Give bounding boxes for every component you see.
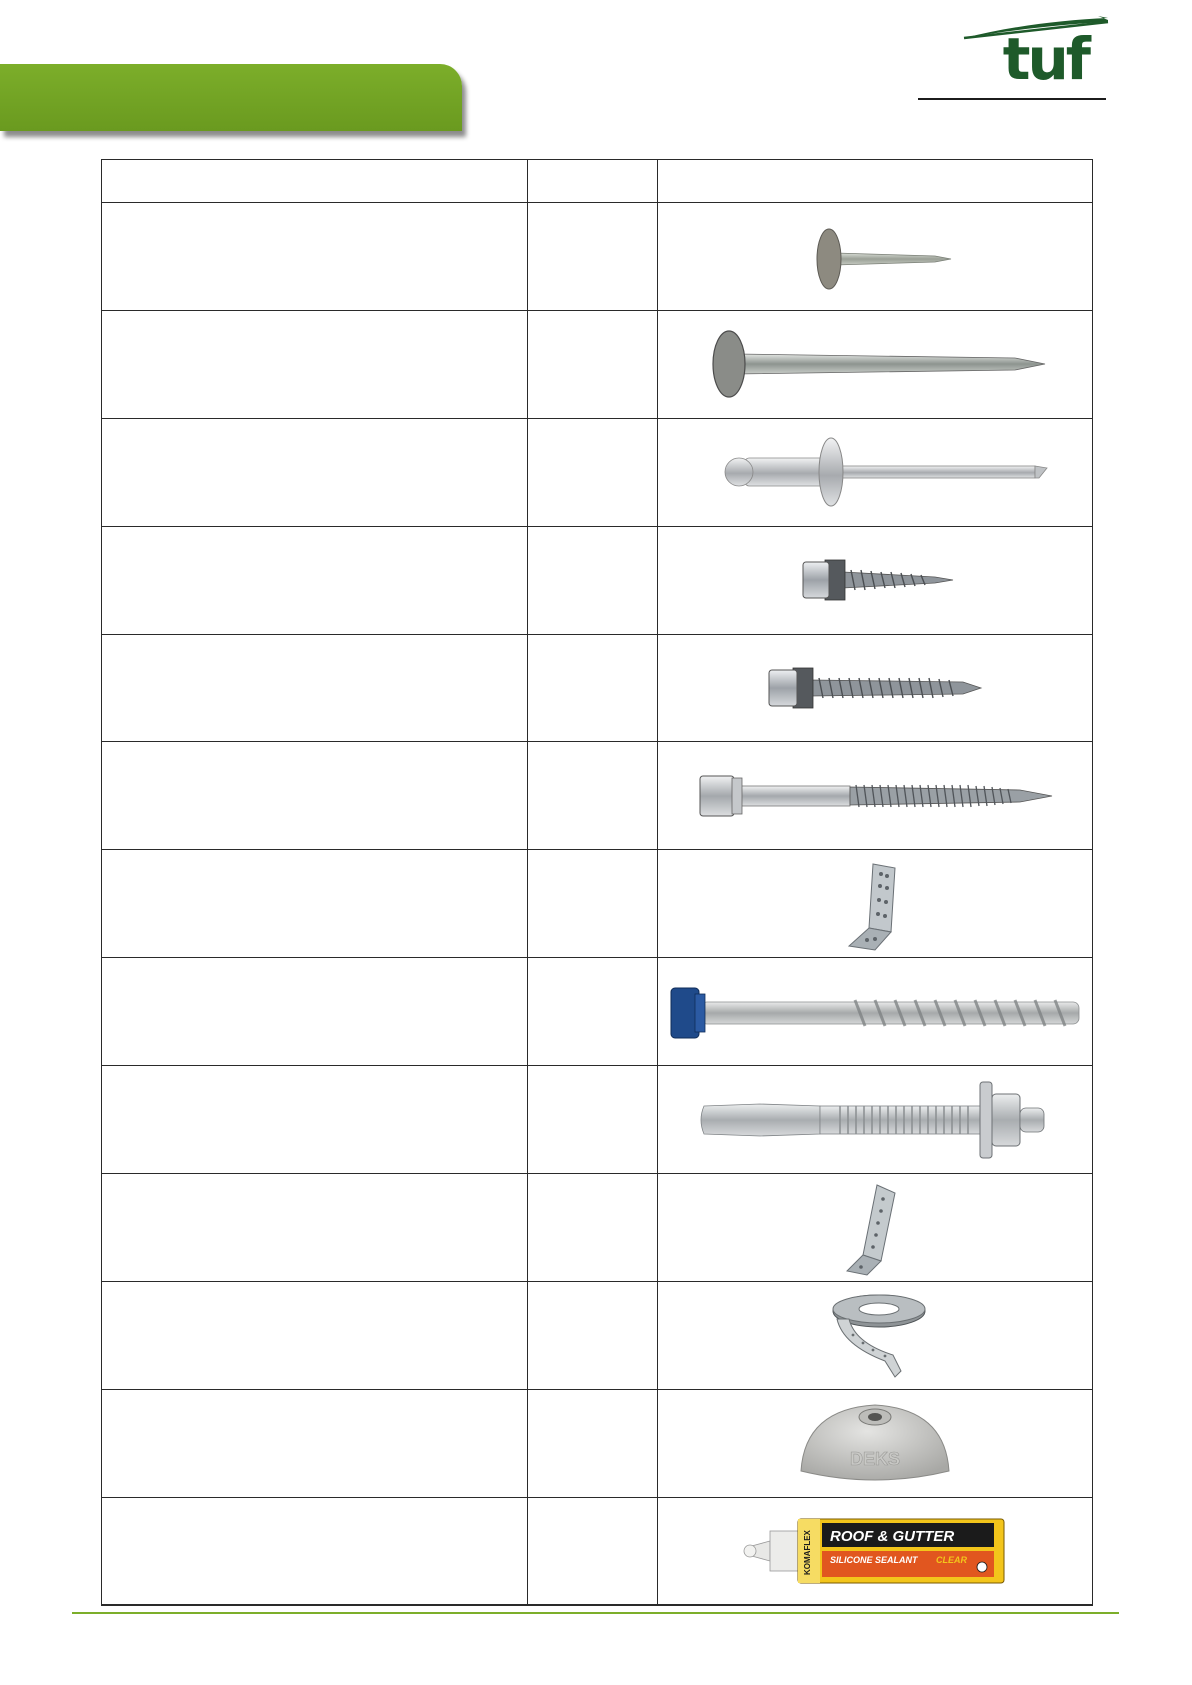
- perforated-band-icon: [815, 1285, 935, 1385]
- quantity-cell: [528, 1281, 658, 1389]
- footer-rule: [72, 1612, 1119, 1614]
- image-cell: [658, 418, 1093, 526]
- description-cell: [102, 1173, 528, 1281]
- round-head-nail-icon: [695, 316, 1055, 412]
- description-cell: [102, 850, 528, 958]
- table-row: [102, 958, 1093, 1066]
- description-cell: [102, 203, 528, 311]
- quantity-cell: [528, 310, 658, 418]
- table-row: [102, 634, 1093, 742]
- image-cell: [658, 526, 1093, 634]
- product-table: [101, 159, 1093, 1606]
- header-cell-quantity: [528, 160, 658, 203]
- dome-washer-icon: [795, 1393, 955, 1493]
- flat-head-nail-icon: [785, 209, 965, 305]
- self-drilling-screw-icon: [755, 640, 995, 736]
- table-row: [102, 1066, 1093, 1174]
- quantity-cell: [528, 418, 658, 526]
- description-cell: [102, 1281, 528, 1389]
- image-cell: [658, 1389, 1093, 1497]
- image-cell: [658, 742, 1093, 850]
- description-cell: [102, 1066, 528, 1174]
- table-row: [102, 526, 1093, 634]
- dome-washer-embossing: DEKS: [849, 1449, 901, 1470]
- table-row: [102, 418, 1093, 526]
- description-cell: [102, 1389, 528, 1497]
- quantity-cell: [528, 1389, 658, 1497]
- sealant-clear-label: CLEAR: [936, 1554, 967, 1565]
- image-cell: [658, 1497, 1093, 1605]
- header-cell-image: [658, 160, 1093, 203]
- description-cell: [102, 742, 528, 850]
- description-cell: [102, 1497, 528, 1605]
- quantity-cell: [528, 958, 658, 1066]
- description-cell: [102, 526, 528, 634]
- description-cell: [102, 310, 528, 418]
- table-row: [102, 310, 1093, 418]
- description-cell: [102, 958, 528, 1066]
- logo-wordmark: tuf: [1002, 25, 1088, 93]
- short-hex-screw-icon: [785, 532, 965, 628]
- image-cell: [658, 850, 1093, 958]
- angle-bracket-icon: [815, 854, 935, 954]
- quantity-cell: [528, 1173, 658, 1281]
- tuf-logo: [962, 16, 1112, 104]
- concrete-screw-bolt-icon: [665, 964, 1085, 1060]
- quantity-cell: [528, 1066, 658, 1174]
- image-cell: [658, 958, 1093, 1066]
- table-row: [102, 742, 1093, 850]
- quantity-cell: [528, 203, 658, 311]
- logo-underline: [918, 98, 1106, 100]
- description-cell: [102, 418, 528, 526]
- quantity-cell: [528, 742, 658, 850]
- image-cell: [658, 634, 1093, 742]
- table-row: [102, 1389, 1093, 1497]
- tall-angle-bracket-icon: [815, 1177, 935, 1277]
- image-cell: [658, 1173, 1093, 1281]
- description-cell: [102, 634, 528, 742]
- sealant-subtitle-label: SILICONE SEALANT: [830, 1554, 918, 1565]
- table-row: [102, 1173, 1093, 1281]
- header-cell-description: [102, 160, 528, 203]
- image-cell: [658, 203, 1093, 311]
- quantity-cell: [528, 634, 658, 742]
- quantity-cell: [528, 526, 658, 634]
- quantity-cell: [528, 850, 658, 958]
- image-cell: [658, 310, 1093, 418]
- quantity-cell: [528, 1497, 658, 1605]
- header-green-tab: [0, 64, 462, 131]
- sealant-tube-icon: [740, 1501, 1010, 1601]
- table-row: [102, 1281, 1093, 1389]
- table-row: [102, 850, 1093, 958]
- image-cell: [658, 1281, 1093, 1389]
- hex-timber-screw-icon: [690, 748, 1060, 844]
- pop-rivet-icon: [695, 424, 1055, 520]
- image-cell: [658, 1066, 1093, 1174]
- sealant-title-label: ROOF & GUTTER: [830, 1527, 955, 1545]
- table-row: [102, 203, 1093, 311]
- table-row: [102, 1497, 1093, 1605]
- sealant-brand-label: KOMAFLEX: [803, 1529, 812, 1575]
- table-header-row: [102, 160, 1093, 203]
- wedge-anchor-icon: [690, 1072, 1060, 1168]
